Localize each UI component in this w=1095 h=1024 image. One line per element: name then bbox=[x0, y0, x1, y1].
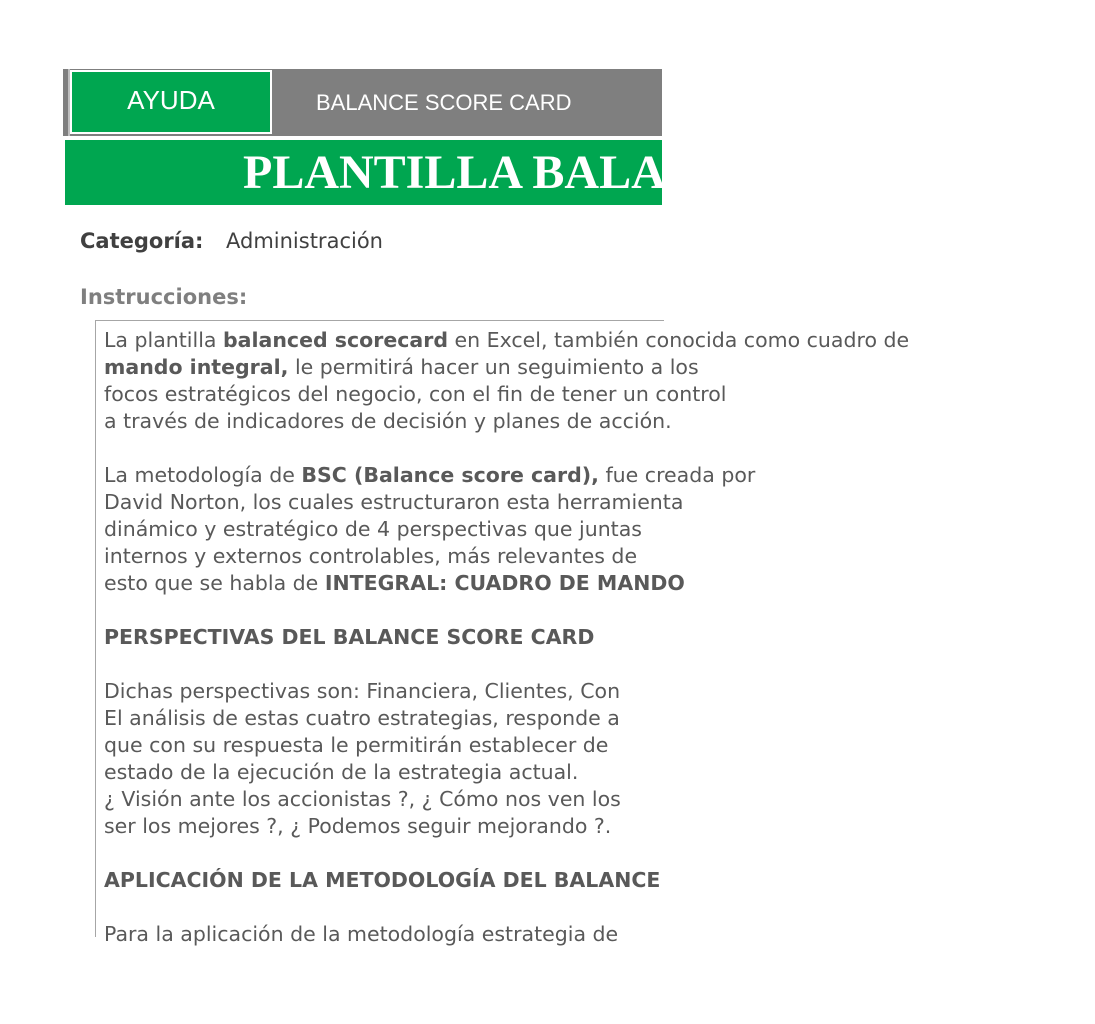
text-run-bold: APLICACIÓN DE LA METODOLOGÍA DEL BALANCE bbox=[104, 868, 661, 892]
instructions-line: David Norton, los cuales estructuraron esta herramienta bbox=[104, 490, 684, 514]
text-run-bold: BSC (Balance score card), bbox=[301, 463, 599, 487]
instructions-line bbox=[104, 570, 1004, 597]
section-heading bbox=[104, 624, 1004, 651]
instructions-line: estado de la ejecución de la estrategia actual. bbox=[104, 760, 579, 784]
text-run-bold: INTEGRAL: CUADRO DE MANDO bbox=[324, 571, 685, 595]
page-title: PLANTILLA BALANCE SCORE CARD bbox=[243, 146, 1095, 199]
tab-ayuda[interactable] bbox=[70, 70, 272, 134]
category-value: Administración bbox=[226, 229, 383, 253]
instructions-label: Instrucciones: bbox=[80, 285, 248, 309]
paragraph-gap bbox=[104, 651, 1004, 678]
instructions-line: que con su respuesta le permitirán establecer de bbox=[104, 733, 609, 757]
instructions-line: internos y externos controlables, más relevantes de bbox=[104, 544, 638, 568]
text-run: esto que se habla de bbox=[104, 571, 325, 595]
paragraph-gap bbox=[104, 840, 1004, 867]
paragraph-gap bbox=[104, 597, 1004, 624]
tab-balance-score-card-label: BALANCE SCORE CARD bbox=[316, 89, 572, 115]
text-run-bold: balanced scorecard bbox=[222, 328, 449, 352]
text-run-bold: mando integral, bbox=[104, 355, 289, 379]
instructions-text bbox=[104, 327, 1004, 948]
instructions-line bbox=[104, 462, 1004, 489]
tab-ayuda-label: AYUDA bbox=[127, 84, 215, 115]
section-heading bbox=[104, 867, 1004, 894]
tab-balance-score-card[interactable] bbox=[272, 69, 662, 136]
text-run: en Excel, también conocida como cuadro de bbox=[448, 328, 910, 352]
instructions-line: Para la aplicación de la metodología estrategia de bbox=[104, 922, 619, 946]
instructions-line bbox=[104, 354, 1004, 381]
instructions-line: Dichas perspectivas son: Financiera, Clientes, Con bbox=[104, 679, 621, 703]
instructions-line bbox=[104, 327, 1004, 354]
text-run: le permitirá hacer un seguimiento a los bbox=[288, 355, 699, 379]
text-run: La metodología de bbox=[104, 463, 302, 487]
instructions-line: ser los mejores ?, ¿ Podemos seguir mejorando ?. bbox=[104, 814, 612, 838]
instructions-box bbox=[95, 320, 910, 946]
category-label: Categoría: bbox=[80, 229, 204, 253]
title-banner bbox=[65, 140, 1095, 205]
paragraph-gap bbox=[104, 435, 1004, 462]
instructions-line: ¿ Visión ante los accionistas ?, ¿ Cómo nos ven los bbox=[104, 787, 621, 811]
instructions-line: a través de indicadores de decisión y planes de acción. bbox=[104, 409, 672, 433]
text-run-bold: PERSPECTIVAS DEL BALANCE SCORE CARD bbox=[104, 625, 595, 649]
text-run: fue creada por bbox=[598, 463, 756, 487]
instructions-line: focos estratégicos del negocio, con el fin de tener un control bbox=[104, 382, 727, 406]
instructions-line: dinámico y estratégico de 4 perspectivas que juntas bbox=[104, 517, 642, 541]
text-run: La plantilla bbox=[104, 328, 223, 352]
instructions-line: El análisis de estas cuatro estrategias, responde a bbox=[104, 706, 620, 730]
paragraph-gap bbox=[104, 894, 1004, 921]
